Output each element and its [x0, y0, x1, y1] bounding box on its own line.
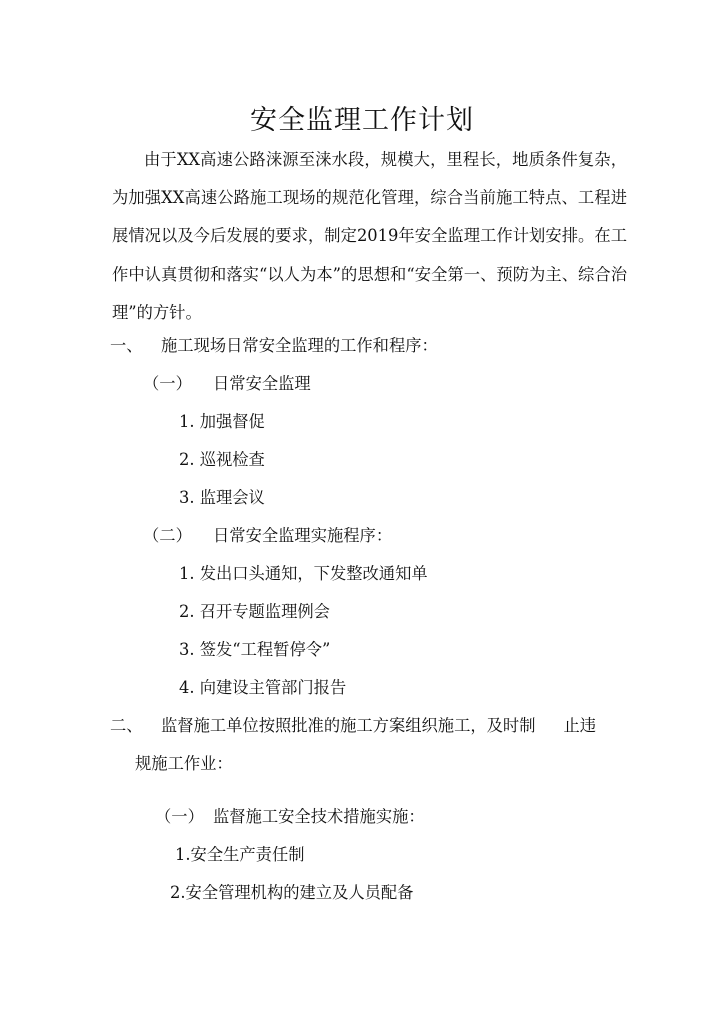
list-item: 1. 加强督促	[179, 412, 265, 431]
section-1-sub-2-heading	[143, 524, 392, 548]
section-2-number: 二、	[110, 716, 143, 735]
list-item: 1. 发出口头通知，下发整改通知单	[179, 564, 428, 583]
section-2-continuation: 规施工作业：	[135, 754, 233, 773]
section-2-sub-1-heading	[155, 805, 425, 829]
list-item: 4. 向建设主管部门报告	[179, 678, 347, 697]
list-item: 3. 签发“工程暂停令”	[179, 640, 331, 659]
list-item: 2.安全管理机构的建立及人员配备	[170, 883, 414, 902]
intro-paragraph: 由于XX高速公路涞源至涞水段，规模大，里程长，地质条件复杂，为加强XX高速公路施工现场的规范化管理，综合当前施工特点、工程进展情况以及今后发展的要求，制定2019年安全监理工作计划安排。在工作中认真贯彻和落实“以人为本”的思想和“安全第一、预防为主、综合治理”的方针。	[112, 150, 627, 322]
list-item: 1.安全生产责任制	[175, 845, 305, 864]
section-1-number: 一、	[110, 336, 143, 355]
section-2-heading	[110, 714, 596, 738]
section-1-sub-2-number: （二）	[143, 526, 192, 545]
document-title: 安全监理工作计划	[250, 105, 474, 136]
list-item: 2. 召开专题监理例会	[179, 602, 330, 621]
section-1-sub-1-heading	[143, 372, 311, 396]
section-2-text-b: 止违	[563, 716, 597, 735]
section-1-text: 施工现场日常安全监理的工作和程序：	[161, 336, 438, 355]
section-2-sub-1-text: 监督施工安全技术措施实施：	[213, 807, 425, 826]
section-2-text-a: 监督施工单位按照批准的施工方案组织施工，及时制	[161, 716, 536, 735]
list-item: 2. 巡视检查	[179, 450, 265, 469]
section-2-sub-1-number: （一）	[155, 807, 204, 826]
section-1-sub-2-text: 日常安全监理实施程序：	[213, 526, 393, 545]
section-1-sub-1-number: （一）	[143, 374, 192, 393]
section-1-heading	[110, 334, 438, 358]
list-item: 3. 监理会议	[179, 488, 265, 507]
section-1-sub-1-text: 日常安全监理	[213, 374, 311, 393]
